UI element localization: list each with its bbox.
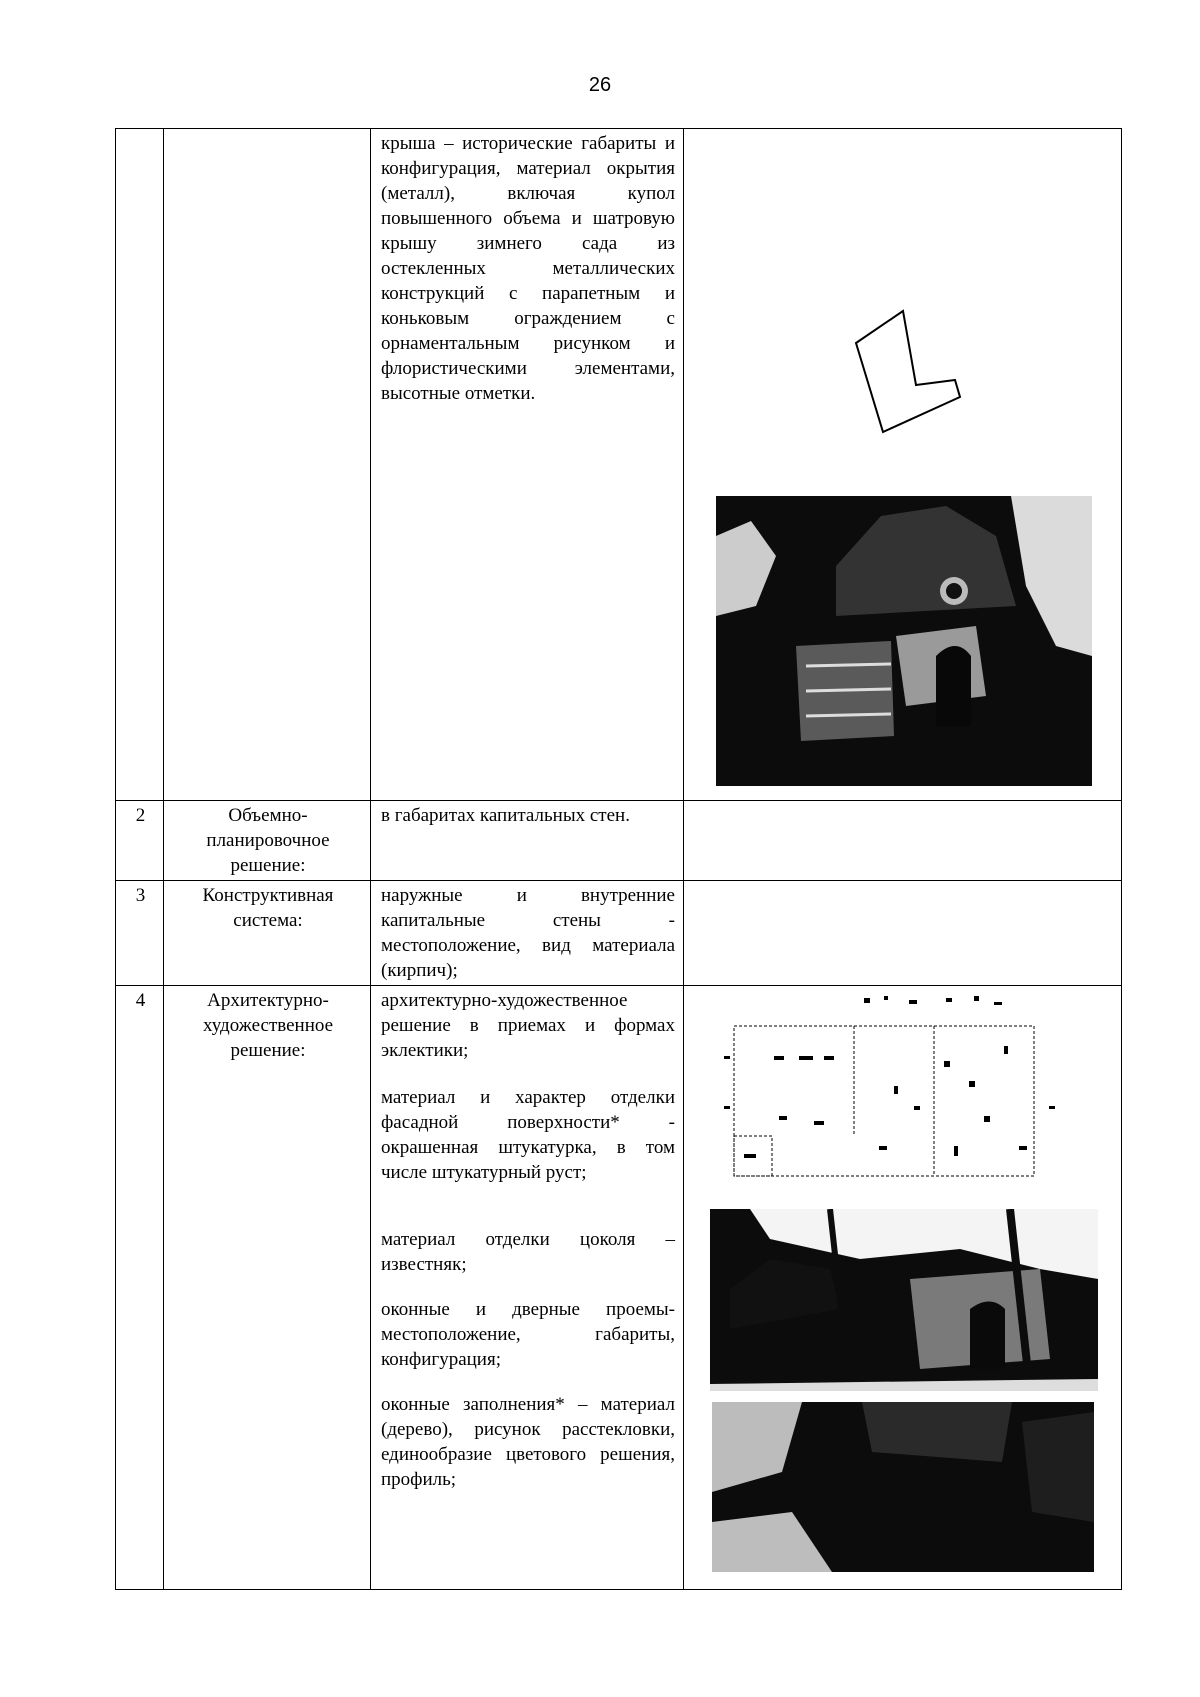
illustration-cell [684, 129, 1122, 801]
feature-name: Объемно-планировочное решение: [164, 801, 371, 881]
row-number: 2 [116, 801, 164, 881]
building-photo [716, 496, 1092, 786]
table-row [116, 801, 1122, 881]
feature-description [371, 986, 684, 1590]
feature-description [371, 881, 684, 986]
description-paragraph: крыша – исторические габариты и конфигурация, материал окрытия (металл), включая купол повышенного объема и шатровую крышу зимнего сада из остекленных металлических конструкций с парапетным и коньковым ограждением с орнаментальным рисунком и флористическими элементами, высотные отметки. [381, 133, 675, 404]
row-number [116, 129, 164, 801]
feature-name [164, 129, 371, 801]
description-paragraph: архитектурно-художественное решение в приемах и формах эклектики; [381, 990, 675, 1061]
illustration-cell [684, 801, 1122, 881]
table-row [116, 986, 1122, 1590]
illustration-cell [684, 881, 1122, 986]
feature-description [371, 801, 684, 881]
description-paragraph: в габаритах капитальных стен. [381, 805, 630, 826]
description-paragraph: оконные заполнения* – материал (дерево), рисунок расстекловки, единообразие цветового решения, профиль; [381, 1394, 675, 1490]
window-photo [712, 1402, 1094, 1572]
building-photo [710, 1209, 1098, 1391]
feature-name: Конструктивная система: [164, 881, 371, 986]
description-paragraph: оконные и дверные проемы- местоположение, габариты, конфигурация; [381, 1299, 675, 1370]
row-number: 3 [116, 881, 164, 986]
row-number: 4 [116, 986, 164, 1590]
page-number: 26 [588, 74, 612, 96]
table-row [116, 881, 1122, 986]
description-paragraph: материал и характер отделки фасадной поверхности* - окрашенная штукатурка, в том числе штукатурный руст; [381, 1087, 675, 1183]
protected-features-table [115, 128, 1122, 1590]
feature-description [371, 129, 684, 801]
description-paragraph: материал отделки цоколя – известняк; [381, 1229, 675, 1275]
facade-drawing-figure [684, 986, 1122, 1186]
feature-name: Архитектурно-художественное решение: [164, 986, 371, 1590]
table-row [116, 129, 1122, 801]
illustration-cell [684, 986, 1122, 1590]
description-paragraph: наружные и внутренние капитальные стены - местоположение, вид материала (кирпич); [381, 885, 675, 981]
